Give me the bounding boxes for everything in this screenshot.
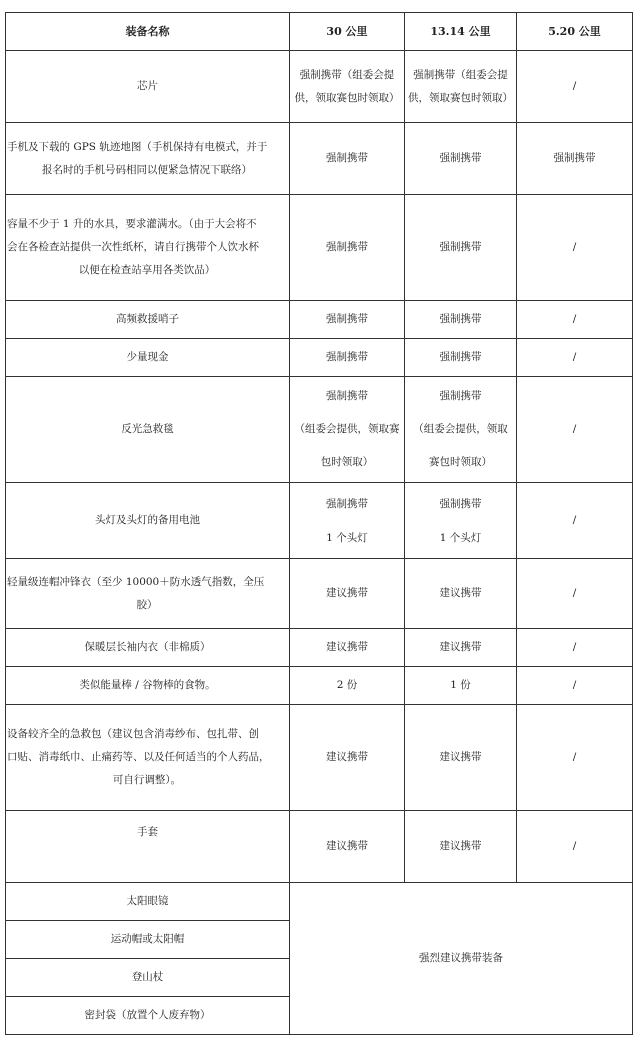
cell-line: 赛包时领取） bbox=[429, 456, 492, 468]
requirement-5-20km: / bbox=[517, 301, 633, 339]
cell-line: （组委会提供，领取 bbox=[413, 423, 508, 435]
requirement-13-14km bbox=[405, 51, 517, 123]
cell-line: 供，领取赛包时领取） bbox=[294, 91, 400, 104]
requirement-30km bbox=[290, 377, 405, 483]
cell-line: 包时领取） bbox=[320, 456, 374, 468]
requirement-30km: 建议携带 bbox=[290, 811, 405, 883]
requirement-30km: 强制携带 bbox=[290, 195, 405, 301]
requirement-5-20km: / bbox=[517, 629, 633, 667]
cell-line: 强制携带 bbox=[326, 390, 368, 402]
requirement-30km: 强制携带 bbox=[290, 301, 405, 339]
requirement-30km bbox=[290, 483, 405, 559]
requirement-13-14km: 建议携带 bbox=[405, 705, 517, 811]
header-equipment-name: 装备名称 bbox=[6, 13, 290, 51]
table-row bbox=[6, 123, 633, 195]
name-line: 以便在检查站享用各类饮品） bbox=[78, 264, 216, 276]
header-row bbox=[6, 13, 633, 51]
requirement-5-20km: / bbox=[517, 339, 633, 377]
cell-line: 强制携带 bbox=[439, 390, 482, 402]
cell-line: 强制携带 bbox=[439, 497, 482, 510]
table-row bbox=[6, 705, 633, 811]
requirement-5-20km: 强制携带 bbox=[517, 123, 633, 195]
cell-line: 供，领取赛包时领取） bbox=[408, 91, 513, 104]
requirement-13-14km: 强制携带 bbox=[405, 123, 517, 195]
equipment-name: 太阳眼镜 bbox=[6, 883, 290, 921]
requirement-30km: 2 份 bbox=[290, 667, 405, 705]
requirement-13-14km: 建议携带 bbox=[405, 811, 517, 883]
table-row bbox=[6, 195, 633, 301]
requirement-13-14km: 建议携带 bbox=[405, 629, 517, 667]
name-line: 会在各检查站提供一次性纸杯，请自行携带个人饮水杯 bbox=[7, 241, 259, 253]
name-line: 报名时的手机号码相同以便紧急情况下联络） bbox=[42, 163, 252, 176]
requirement-13-14km: 建议携带 bbox=[405, 559, 517, 629]
requirement-5-20km: / bbox=[517, 377, 633, 483]
table-row bbox=[6, 377, 633, 483]
table-row bbox=[6, 629, 633, 667]
equipment-name: 类似能量棒 / 谷物棒的食物。 bbox=[6, 667, 290, 705]
requirement-13-14km: 强制携带 bbox=[405, 339, 517, 377]
header-30km: 30 公里 bbox=[290, 13, 405, 51]
cell-line: 强制携带（组委会提 bbox=[299, 68, 395, 81]
requirement-5-20km: / bbox=[517, 667, 633, 705]
requirement-5-20km: / bbox=[517, 559, 633, 629]
name-line: 胶） bbox=[136, 598, 158, 611]
cell-line: 强制携带 bbox=[326, 497, 368, 510]
equipment-table bbox=[5, 12, 633, 1035]
requirement-30km: 强制携带 bbox=[290, 123, 405, 195]
equipment-name: 高频救援哨子 bbox=[6, 301, 290, 339]
requirement-5-20km: / bbox=[517, 811, 633, 883]
requirement-30km: 强制携带 bbox=[290, 339, 405, 377]
requirement-13-14km bbox=[405, 377, 517, 483]
requirement-5-20km: / bbox=[517, 51, 633, 123]
group-requirement: 强烈建议携带装备 bbox=[290, 883, 633, 1035]
table-row bbox=[6, 51, 633, 123]
requirement-30km bbox=[290, 51, 405, 123]
name-line: 可自行调整）。 bbox=[112, 774, 182, 786]
requirement-5-20km: / bbox=[517, 195, 633, 301]
requirement-30km: 建议携带 bbox=[290, 559, 405, 629]
requirement-13-14km bbox=[405, 483, 517, 559]
requirement-30km: 建议携带 bbox=[290, 629, 405, 667]
table-row bbox=[6, 811, 633, 883]
table-row bbox=[6, 559, 633, 629]
requirement-5-20km: / bbox=[517, 705, 633, 811]
name-line: 容量不少于 1 升的水具，要求灌满水。（由于大会将不 bbox=[7, 218, 257, 230]
header-13-14km: 13.14 公里 bbox=[405, 13, 517, 51]
name-line: 手机及下载的 GPS 轨迹地图（手机保持有电模式，并于 bbox=[7, 140, 268, 153]
table-row bbox=[6, 883, 633, 921]
name-line: 轻量级连帽冲锋衣（至少 10000＋防水透气指数，全压 bbox=[7, 575, 265, 588]
table-row bbox=[6, 339, 633, 377]
requirement-13-14km: 1 份 bbox=[405, 667, 517, 705]
requirement-30km: 建议携带 bbox=[290, 705, 405, 811]
equipment-name: 反光急救毯 bbox=[6, 377, 290, 483]
requirement-13-14km: 强制携带 bbox=[405, 195, 517, 301]
cell-line: （组委会提供，领取赛 bbox=[294, 423, 400, 435]
requirement-5-20km: / bbox=[517, 483, 633, 559]
cell-line: 1 个头灯 bbox=[439, 531, 482, 544]
equipment-name: 芯片 bbox=[6, 51, 290, 123]
name-line: 手套 bbox=[137, 826, 158, 838]
requirement-13-14km: 强制携带 bbox=[405, 301, 517, 339]
table-row bbox=[6, 483, 633, 559]
table-row bbox=[6, 667, 633, 705]
name-line: 口贴、消毒纸巾、止痛药等、以及任何适当的个人药品， bbox=[7, 751, 270, 763]
equipment-name bbox=[6, 705, 290, 811]
header-5-20km: 5.20 公里 bbox=[517, 13, 633, 51]
equipment-name bbox=[6, 559, 290, 629]
table-row bbox=[6, 301, 633, 339]
equipment-name: 登山杖 bbox=[6, 959, 290, 997]
equipment-name: 头灯及头灯的备用电池 bbox=[6, 483, 290, 559]
cell-line: 强制携带（组委会提 bbox=[413, 68, 508, 81]
equipment-name: 保暖层长袖内衣（非棉质） bbox=[6, 629, 290, 667]
name-line: 设备较齐全的急救包（建议包含消毒纱布、包扎带、创 bbox=[7, 728, 259, 740]
equipment-name bbox=[6, 123, 290, 195]
equipment-name bbox=[6, 195, 290, 301]
equipment-name: 运动帽或太阳帽 bbox=[6, 921, 290, 959]
equipment-name bbox=[6, 811, 290, 883]
equipment-name: 密封袋（放置个人废弃物） bbox=[6, 997, 290, 1035]
equipment-name: 少量现金 bbox=[6, 339, 290, 377]
cell-line: 1 个头灯 bbox=[326, 531, 368, 544]
